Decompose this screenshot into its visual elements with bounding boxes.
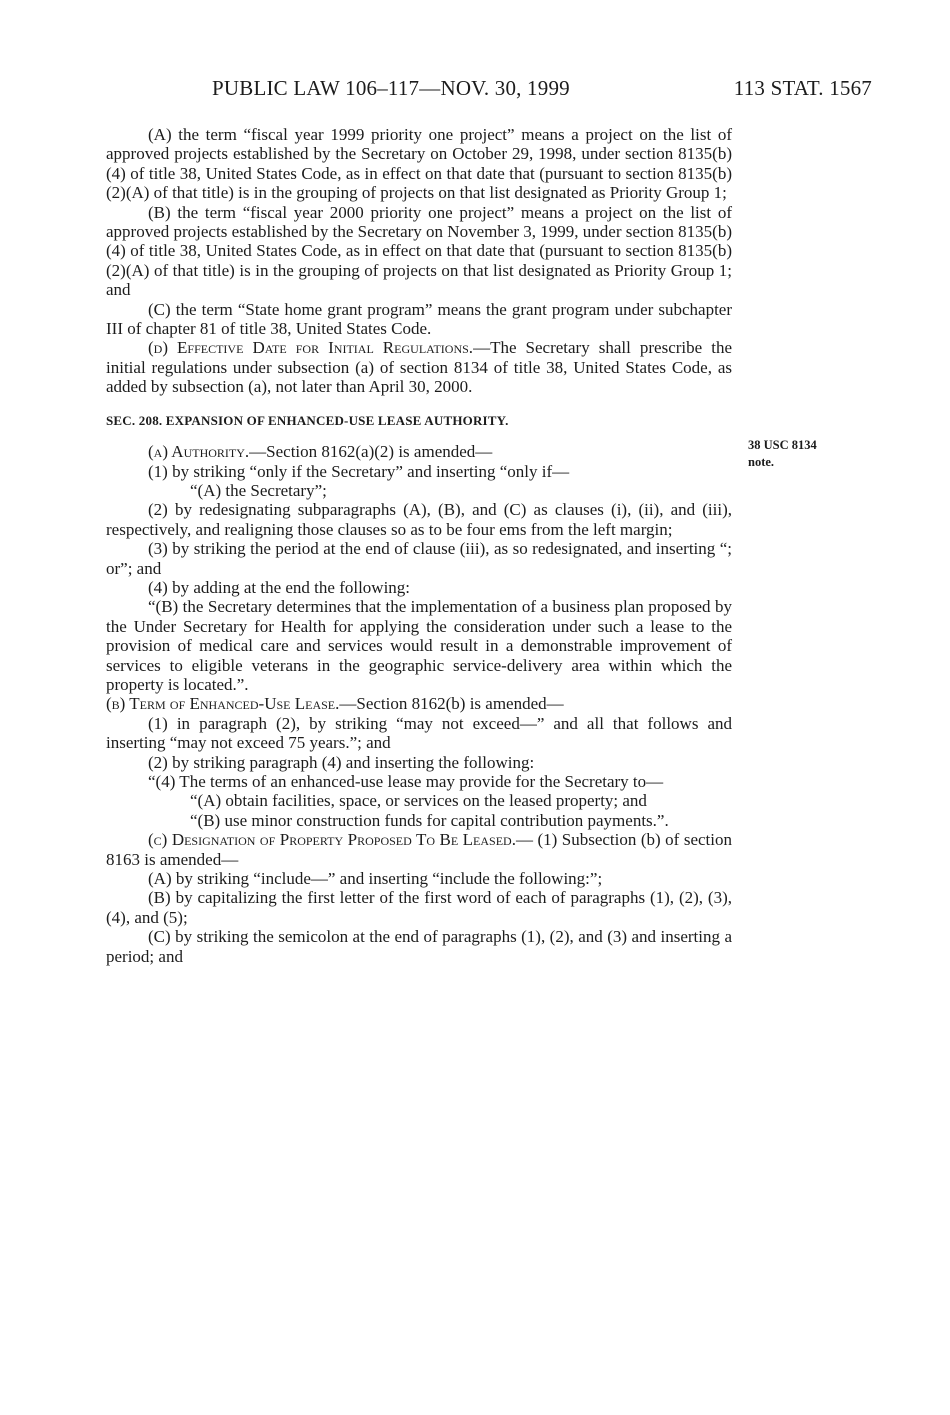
- section-heading: SEC. 208. EXPANSION OF ENHANCED-USE LEASE AUTHORITY.: [106, 412, 509, 428]
- amendment-b1: (1) in paragraph (2), by striking “may not exceed—” and all that follows and inserting “may not exceed 75 years.”; and: [106, 713, 732, 753]
- subsection-c-text: — (1) Subsection (b) of section 8163 is amended—: [106, 830, 732, 869]
- subsection-c-heading: (c) Designation of Property Proposed To Be Leased.: [148, 830, 516, 850]
- subsection-b: [106, 694, 732, 713]
- amendment-a3: (3) by striking the period at the end of clause (iii), as so redesignated, and inserting “; or”; and: [106, 539, 732, 578]
- subsection-b-heading: (b) Term of Enhanced-Use Lease.: [106, 694, 340, 714]
- subsection-a-text: —Section 8162(a)(2) is amended—: [249, 442, 493, 462]
- amendment-b2-quote: “(4) The terms of an enhanced-use lease may provide for the Secretary to—: [148, 772, 664, 791]
- amendment-a1-quote: “(A) the Secretary”;: [190, 480, 327, 500]
- amendment-b2: (2) by striking paragraph (4) and inserting the following:: [148, 752, 535, 772]
- definition-b: (B) the term “fiscal year 2000 priority one project” means a project on the list of approved projects established by the Secretary on November 3, 1999, under section 8135(b)(4) of title 38, United States Code, as in effect on that date that (pursuant to section 8135(b)(2)(A) of that title) is in the grouping of projects on that list designated as Priority Group 1; and: [106, 202, 732, 300]
- margin-citation-note: [748, 437, 858, 471]
- subsection-a-heading: (a) Authority.: [148, 442, 250, 462]
- running-title: PUBLIC LAW 106–117—NOV. 30, 1999: [212, 76, 570, 100]
- subsection-d: [106, 338, 732, 396]
- margin-note-citation: 38 USC 8134: [748, 438, 817, 452]
- subsection-d-text: —The Secretary shall prescribe the initial regulations under subsection (a) of section 8134 of title 38, United States Code, as added by subsection (a), not later than April 30, 2000.: [106, 338, 732, 397]
- definition-a: (A) the term “fiscal year 1999 priority one project” means a project on the list of approved projects established by the Secretary on October 29, 1998, under section 8135(b)(4) of title 38, United States Code, as in effect on that date that (pursuant to section 8135(b)(2)(A) of that title) is in the grouping of projects on that list designated as Priority Group 1;: [106, 125, 732, 203]
- amendment-b2-b: “(B) use minor construction funds for capital contribution payments.”.: [190, 810, 669, 830]
- statute-page-number: 113 STAT. 1567: [733, 76, 872, 100]
- subsection-b-text: —Section 8162(b) is amended—: [339, 694, 564, 714]
- amendment-c-b: (B) by capitalizing the first letter of the first word of each of paragraphs (1), (2), (3), (4), and (5);: [106, 888, 732, 927]
- amendment-c-a: (A) by striking “include—” and inserting “include the following:”;: [148, 869, 603, 889]
- amendment-b2-a: “(A) obtain facilities, space, or services on the leased property; and: [190, 791, 647, 811]
- subsection-c: [106, 830, 732, 869]
- amendment-a4: (4) by adding at the end the following:: [148, 577, 411, 597]
- document-body: [106, 125, 732, 966]
- definition-c: (C) the term “State home grant program” means the grant program under subchapter III of chapter 81 of title 38, United States Code.: [106, 299, 732, 339]
- amendment-a1: (1) by striking “only if the Secretary” and inserting “only if—: [148, 461, 570, 481]
- amendment-a2: (2) by redesignating subparagraphs (A), (B), and (C) as clauses (i), (ii), and (iii), respectively, and realigning those clauses so as to be four ems from the left margin;: [106, 500, 732, 539]
- subsection-a: [106, 442, 732, 461]
- amendment-a4-quote: “(B) the Secretary determines that the implementation of a business plan proposed by the Under Secretary for Health for applying the consideration under such a lease to the provision of medical care and services would result in a demonstrable improvement of services to eligible veterans in the geographic service-delivery area within which the property is located.”.: [106, 597, 732, 694]
- page-header: [212, 76, 872, 106]
- margin-note-label: note.: [748, 455, 775, 469]
- amendment-c-c: (C) by striking the semicolon at the end of paragraphs (1), (2), and (3) and inserting a period; and: [106, 927, 732, 966]
- subsection-d-heading: (d) Effective Date for Initial Regulations.: [148, 338, 474, 358]
